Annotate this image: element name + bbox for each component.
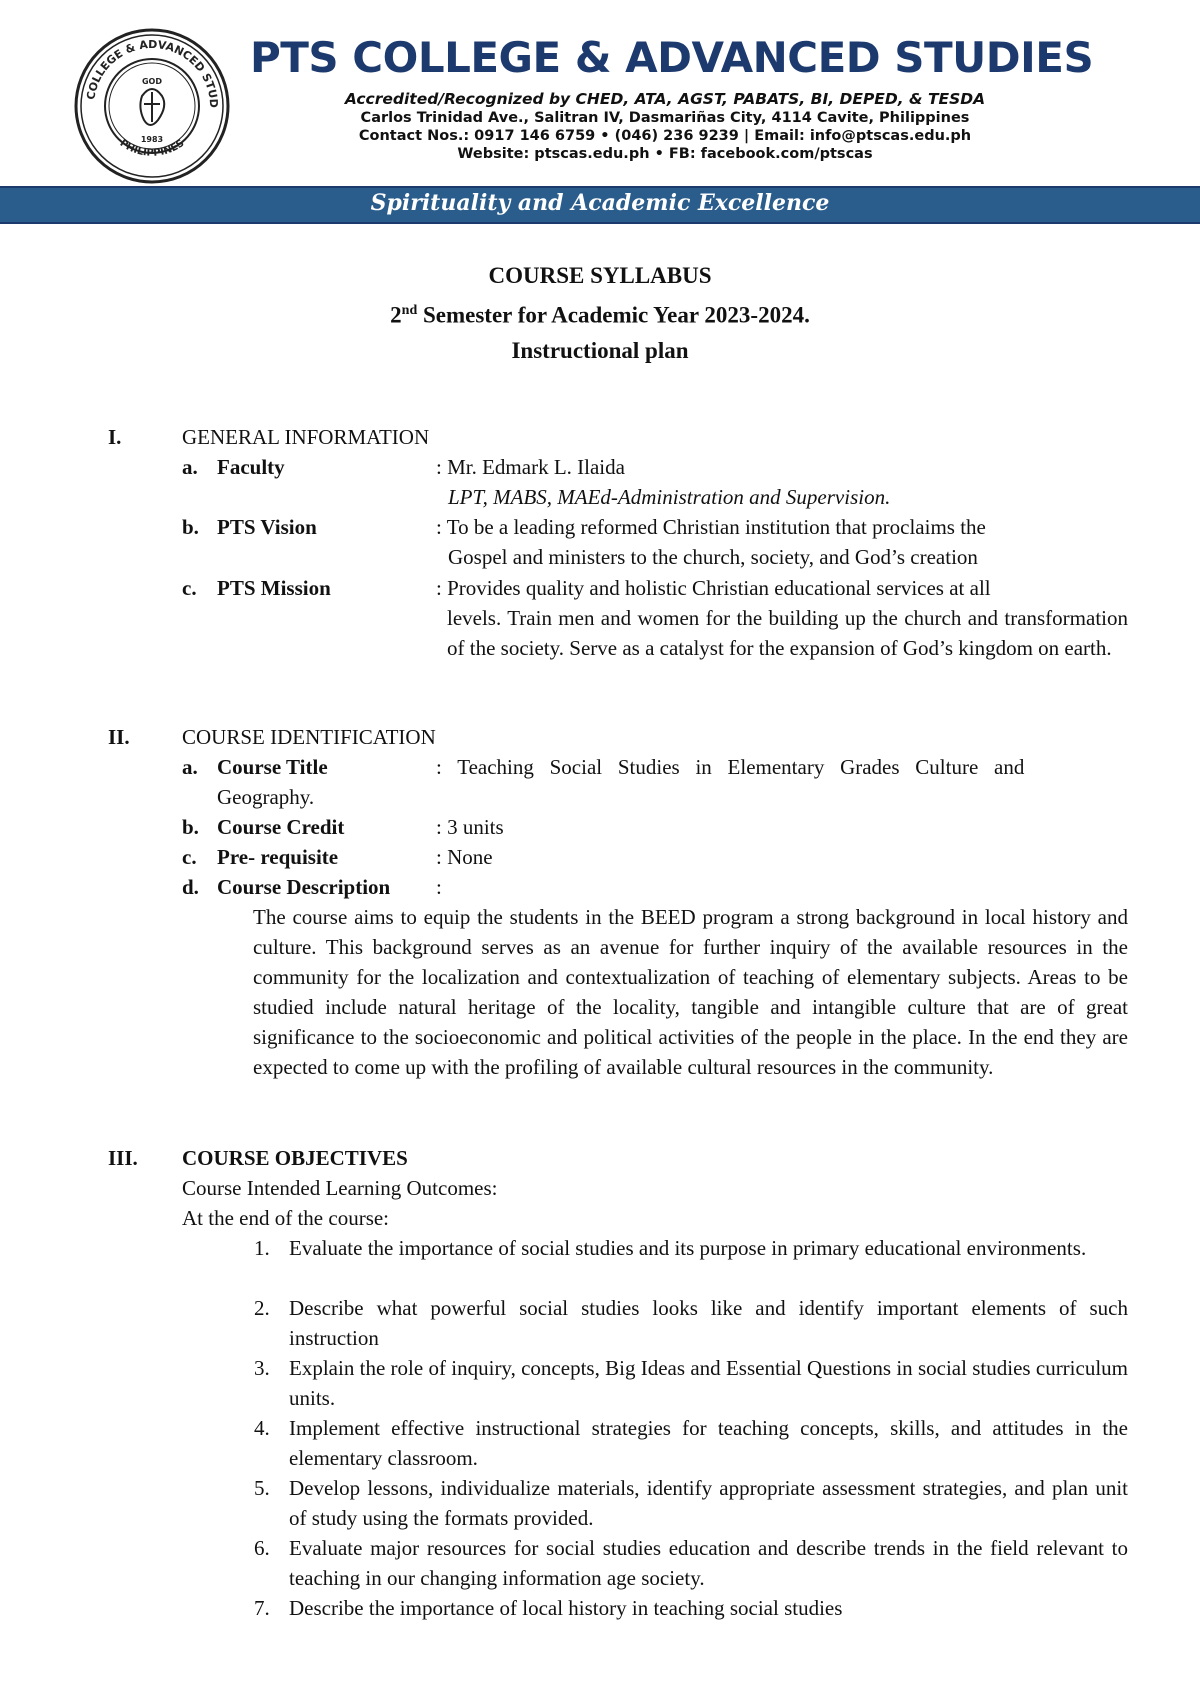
svg-text:1983: 1983 — [140, 135, 164, 144]
item-letter: b. — [182, 815, 199, 839]
mission-label: PTS Mission — [217, 576, 331, 600]
vision-label: PTS Vision — [217, 515, 317, 539]
section-title-objectives: COURSE OBJECTIVES — [182, 1146, 408, 1170]
prerequisite-value: : None — [436, 845, 493, 869]
objective-text: Explain the role of inquiry, concepts, Big Ideas and Essential Questions in social studies curriculum units. — [289, 1356, 1128, 1410]
objective-text: Implement effective instructional strategies for teaching concepts, skills, and attitudes in the elementary classroom. — [289, 1416, 1128, 1470]
course-description-text: The course aims to equip the students in the BEED program a strong background in local history and culture. This background serves as an avenue for further inquiry of the available resources in the community for the localization and contextualization of teaching of elementary subjects. Areas to be studied include natural heritage of the locality, tangible and intangible culture that are of great significance to the socioeconomic and political activities of the people in the place. In the end they are expected to come up with the profiling of available cultural resources in the community. — [253, 905, 1128, 1079]
semester-suffix: nd — [401, 303, 418, 318]
course-description-colon: : — [436, 875, 442, 899]
item-letter: d. — [182, 875, 199, 899]
contact-line: Contact Nos.: 0917 146 6759 • (046) 236 9239 | Email: info@ptscas.edu.ph — [358, 128, 972, 144]
letterhead — [250, 33, 1094, 162]
section-number-course-id: II. — [108, 725, 130, 749]
tagline: Spirituality and Academic Excellence — [370, 190, 830, 216]
item-letter: c. — [182, 845, 197, 869]
objectives-subtitle: Course Intended Learning Outcomes: — [182, 1176, 498, 1200]
objective-text: Evaluate major resources for social studies education and describe trends in the field relevant to teaching in our changing information age society. — [289, 1536, 1128, 1590]
objective-text: Develop lessons, individualize materials, identify appropriate assessment strategies, and plan unit of study using the formats provided. — [289, 1476, 1128, 1530]
objective-number: 3. — [254, 1356, 270, 1380]
objective-number: 7. — [254, 1596, 270, 1620]
svg-text:GOD: GOD — [141, 77, 163, 86]
item-letter: a. — [182, 755, 198, 779]
item-letter: a. — [182, 455, 198, 479]
course-title-value-cont: Geography. — [217, 785, 315, 809]
accreditation-line: Accredited/Recognized by CHED, ATA, AGST, PABATS, BI, DEPED, & TESDA — [344, 90, 986, 108]
mission-line-1: : Provides quality and holistic Christian educational services at all — [436, 576, 991, 600]
section-title-general: GENERAL INFORMATION — [182, 425, 430, 449]
svg-text:PHILIPPINES: PHILIPPINES — [117, 137, 187, 159]
course-credit-value: : 3 units — [436, 815, 504, 839]
item-letter: b. — [182, 515, 199, 539]
objective-number: 4. — [254, 1416, 270, 1440]
faculty-label: Faculty — [217, 455, 285, 479]
address-line: Carlos Trinidad Ave., Salitran IV, Dasmariñas City, 4114 Cavite, Philippines — [360, 110, 970, 126]
objective-number: 1. — [254, 1236, 270, 1260]
plan-subtitle: Instructional plan — [511, 337, 689, 363]
course-title-value: : Teaching Social Studies in Elementary Grades Culture and — [436, 755, 1025, 779]
document-title-block — [0, 258, 1200, 368]
document-title: COURSE SYLLABUS — [488, 263, 712, 288]
objective-text: Evaluate the importance of social studies and its purpose in primary educational environments. — [289, 1236, 1087, 1260]
objectives-intro: At the end of the course: — [182, 1206, 390, 1230]
objective-number: 6. — [254, 1536, 270, 1560]
course-credit-label: Course Credit — [217, 815, 345, 839]
vision-line-2: Gospel and ministers to the church, society, and God’s creation — [448, 545, 978, 569]
vision-line-1: : To be a leading reformed Christian institution that proclaims the — [436, 515, 986, 539]
school-name: PTS COLLEGE & ADVANCED STUDIES — [250, 33, 1094, 82]
semester-number: 2 — [390, 302, 402, 328]
objective-text: Describe the importance of local history in teaching social studies — [289, 1596, 843, 1620]
section-title-course-id: COURSE IDENTIFICATION — [182, 725, 436, 749]
item-letter: c. — [182, 576, 197, 600]
semester-line — [0, 293, 1200, 333]
section-number-objectives: III. — [108, 1146, 138, 1170]
mission-text: levels. Train men and women for the building up the church and transformation of the society. Serve as a catalyst for the expansion of God’s kingdom on earth. — [447, 606, 1128, 660]
objective-number: 5. — [254, 1476, 270, 1500]
svg-text:PTS COLLEGE & ADVANCED STUDIES: COLLEGE & ADVANCED STUD — [84, 37, 221, 109]
course-title-label: Course Title — [217, 755, 328, 779]
objective-number: 2. — [254, 1296, 270, 1320]
college-seal-logo — [72, 26, 232, 186]
website-line: Website: ptscas.edu.ph • FB: facebook.com/ptscas — [457, 146, 873, 162]
semester-text: Semester for Academic Year 2023-2024. — [417, 302, 810, 328]
objective-text: Describe what powerful social studies looks like and identify important elements of such instruction — [289, 1296, 1128, 1350]
course-description-label: Course Description — [217, 875, 391, 899]
faculty-credentials: LPT, MABS, MAEd-Administration and Supervision. — [448, 485, 891, 509]
prerequisite-label: Pre- requisite — [217, 845, 339, 869]
section-number-general: I. — [108, 425, 122, 449]
faculty-value: : Mr. Edmark L. Ilaida — [436, 455, 625, 479]
